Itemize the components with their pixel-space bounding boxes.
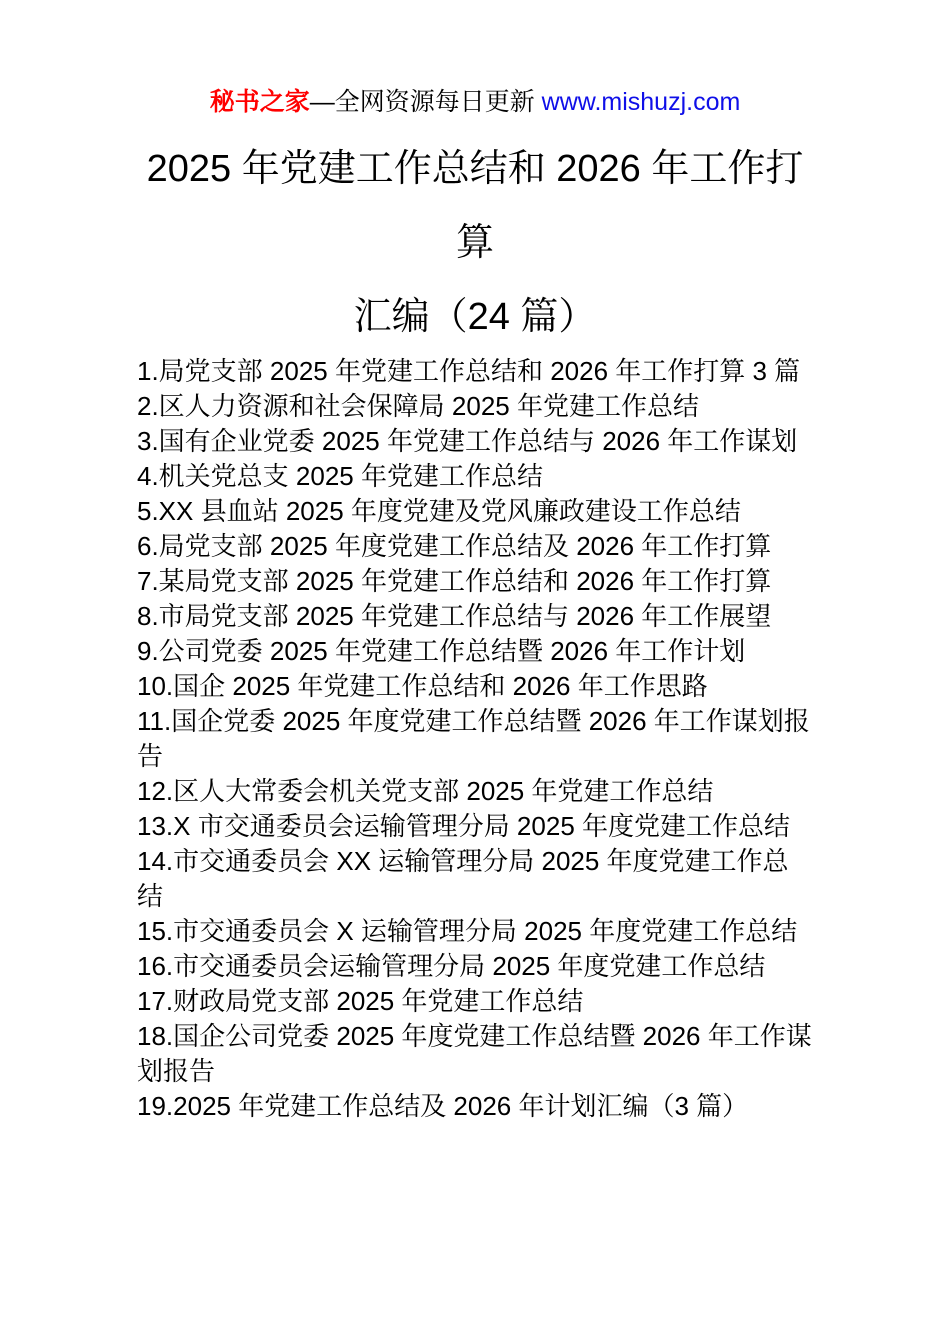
- site-brand: 秘书之家: [209, 88, 310, 116]
- toc-item: 3.国有企业党委 2025 年党建工作总结与 2026 年工作谋划: [137, 426, 798, 456]
- toc-item: 9.公司党委 2025 年党建工作总结暨 2026 年工作计划: [137, 636, 746, 666]
- toc-item: 19.2025 年党建工作总结及 2026 年计划汇编（3 篇）: [137, 1091, 749, 1121]
- toc-item: 1.局党支部 2025 年党建工作总结和 2026 年工作打算 3 篇: [137, 356, 801, 386]
- toc-item: 13.X 市交通委员会运输管理分局 2025 年度党建工作总结: [137, 811, 790, 841]
- site-tagline: —全网资源每日更新: [309, 88, 542, 116]
- toc-item: 7.某局党支部 2025 年党建工作总结和 2026 年工作打算: [137, 566, 772, 596]
- toc-item: 15.市交通委员会 X 运输管理分局 2025 年度党建工作总结: [137, 916, 798, 946]
- document-title-line2: 汇编（24 篇）: [353, 296, 597, 338]
- toc-item: 11.国企党委 2025 年度党建工作总结暨 2026 年工作谋划报告: [137, 706, 810, 771]
- toc-item: 5.XX 县血站 2025 年度党建及党风廉政建设工作总结: [137, 496, 741, 526]
- toc-item: 18.国企公司党委 2025 年度党建工作总结暨 2026 年工作谋划报告: [137, 1021, 812, 1086]
- toc-item: 16.市交通委员会运输管理分局 2025 年度党建工作总结: [137, 951, 766, 981]
- document-title: [137, 132, 813, 354]
- toc-item: 14.市交通委员会 XX 运输管理分局 2025 年度党建工作总结: [137, 846, 789, 911]
- toc-item: 12.区人大常委会机关党支部 2025 年党建工作总结: [137, 776, 714, 806]
- site-url-link[interactable]: www.mishuzj.com: [541, 88, 741, 116]
- toc-item: 8.市局党支部 2025 年党建工作总结与 2026 年工作展望: [137, 601, 772, 631]
- toc-item: 4.机关党总支 2025 年党建工作总结: [137, 461, 543, 491]
- toc-item: 2.区人力资源和社会保障局 2025 年党建工作总结: [137, 391, 699, 421]
- site-header: [0, 0, 950, 118]
- document-title-line1: 2025 年党建工作总结和 2026 年工作打算: [146, 148, 804, 264]
- toc-item: 10.国企 2025 年党建工作总结和 2026 年工作思路: [137, 671, 708, 701]
- toc-item: 6.局党支部 2025 年度党建工作总结及 2026 年工作打算: [137, 531, 772, 561]
- toc-item: 17.财政局党支部 2025 年党建工作总结: [137, 986, 584, 1016]
- toc-list: [137, 354, 813, 1124]
